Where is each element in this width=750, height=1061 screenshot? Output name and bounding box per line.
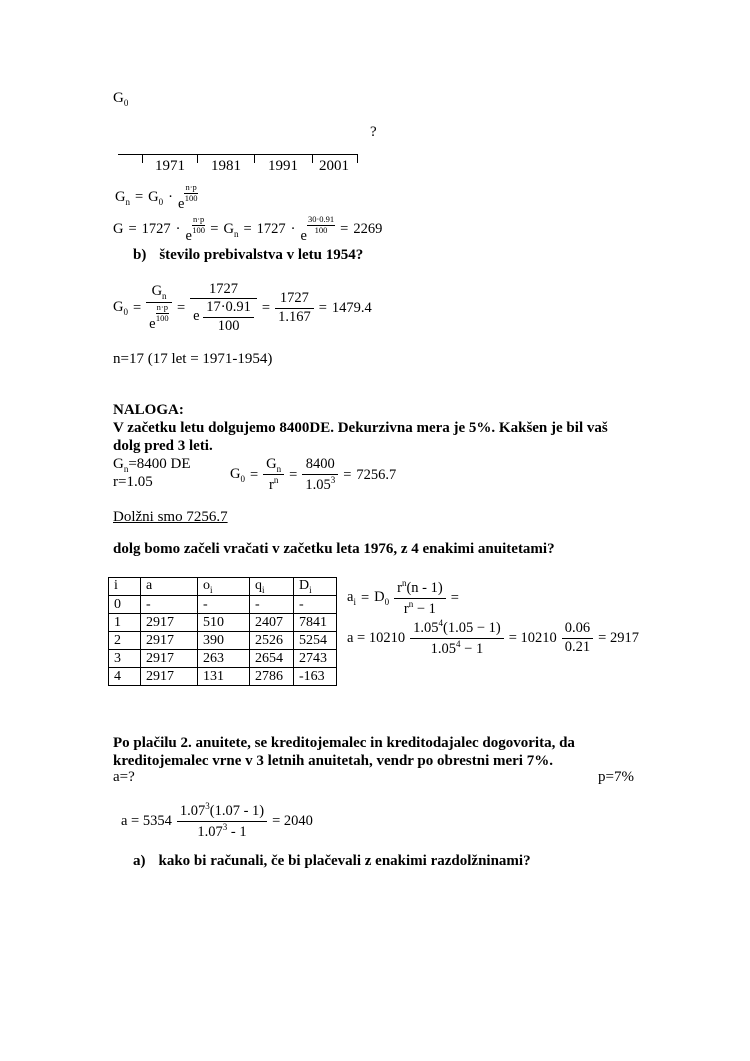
item-b-marker: b) bbox=[133, 247, 147, 263]
cell: 2917 bbox=[141, 632, 198, 650]
timeline-year: 1981 bbox=[211, 158, 241, 174]
fraction: $\frac{r^n(n - 1)}{r^n - 1}$ bbox=[394, 578, 446, 617]
formula-annuity-definition: $a_i$ = $D_0$ $\frac{r^n(n - 1)}{r^n - 1}$ = bbox=[347, 578, 459, 617]
cell: 2917 bbox=[141, 650, 198, 668]
cell: -163 bbox=[294, 668, 337, 686]
p-value: p=7% bbox=[598, 769, 634, 785]
cell: 0 bbox=[109, 596, 141, 614]
fraction: $\frac{0.06}{0.21}$ bbox=[562, 620, 593, 656]
timeline bbox=[118, 154, 358, 180]
cell: 2654 bbox=[250, 650, 294, 668]
cell: 3 bbox=[109, 650, 141, 668]
item-a-heading bbox=[133, 853, 531, 871]
cell: 4 bbox=[109, 668, 141, 686]
table-row bbox=[109, 650, 337, 668]
cell: 510 bbox=[198, 614, 250, 632]
table-header-row bbox=[109, 578, 337, 596]
cell: - bbox=[250, 596, 294, 614]
formula-annuity-7pct: a = 5354 $\frac{1.07^3(1.07 - 1)}{1.07^3 - 1}$ = 2040 bbox=[121, 801, 313, 840]
fraction: $\frac{1.05^4(1.05 - 1)}{1.05^4 - 1}$ bbox=[410, 618, 504, 657]
formula-annuity-calculation: a = 10210 $\frac{1.05^4(1.05 - 1)}{1.05^4 - 1}$ = 10210 $\frac{0.06}{0.21}$ = 2917 bbox=[347, 618, 639, 657]
fraction: $\frac{1.07^3(1.07 - 1)}{1.07^3 - 1}$ bbox=[177, 801, 267, 840]
po-placilu-line-2: kreditojemalec vrne v 3 letnih anuitetah, vendr po obrestni meri 7%. bbox=[113, 752, 553, 769]
cell: 7841 bbox=[294, 614, 337, 632]
question-paragraph: dolg bomo začeli vračati v začetku leta 1976, z 4 enakimi anuitetami? bbox=[113, 541, 555, 557]
formula-population-1954: $G_0$ = $G_n$ e $\frac{n\cdot p}{100}$ = 1727 e $\frac{17\cdot 0.91}{100}$ = $\frac{1727}{1.167}$ = 1479.4 bbox=[113, 280, 372, 334]
gn-value-line: $G_n=8400$ DE bbox=[113, 456, 191, 474]
r-value-line: r=1.05 bbox=[113, 474, 153, 490]
timeline-year: 1971 bbox=[155, 158, 185, 174]
cell: 2526 bbox=[250, 632, 294, 650]
cell: 1 bbox=[109, 614, 141, 632]
naloga-heading: NALOGA: bbox=[113, 402, 184, 418]
cell: - bbox=[198, 596, 250, 614]
note-n17: n=17 (17 let = 1971-1954) bbox=[113, 351, 273, 367]
col-header-oi: $o_i$ bbox=[198, 578, 250, 596]
naloga-line-2: dolg pred 3 leti. bbox=[113, 437, 213, 454]
fraction: $G_n$ e $\frac{n\cdot p}{100}$ bbox=[146, 283, 172, 333]
cell: - bbox=[141, 596, 198, 614]
formula-population-2269: G = 1727 · e $\frac{n\cdot p}{100}$ = $G_n$ = 1727 · e $\frac{30\cdot 0.91}{100}$ = 2269 bbox=[113, 214, 383, 244]
po-placilu-paragraph bbox=[113, 735, 575, 770]
fraction: $\frac{1727}{1.167}$ bbox=[275, 290, 314, 326]
amortization-table bbox=[108, 577, 337, 686]
col-header-qi: $q_i$ bbox=[250, 578, 294, 596]
table-row bbox=[109, 632, 337, 650]
table-row bbox=[109, 596, 337, 614]
cell: 2 bbox=[109, 632, 141, 650]
formula-growth: $G_n$ = $G_0$ · e $\frac{n\cdot p}{100}$ bbox=[115, 182, 198, 212]
item-b-text: število prebivalstva v letu 1954? bbox=[159, 247, 364, 263]
table-row bbox=[109, 614, 337, 632]
cell: 2407 bbox=[250, 614, 294, 632]
timeline-year: 1991 bbox=[268, 158, 298, 174]
cell: 131 bbox=[198, 668, 250, 686]
item-a-marker: a) bbox=[133, 853, 146, 869]
naloga-line-1: V začetku letu dolgujemo 8400DE. Dekurzivna mera je 5%. Kakšen je bil vaš bbox=[113, 420, 608, 436]
cell: 263 bbox=[198, 650, 250, 668]
timeline-year: 2001 bbox=[319, 158, 349, 174]
item-a-text: kako bi računali, če bi plačevali z enakimi razdolžninami? bbox=[158, 853, 531, 869]
fraction: $\frac{G_n}{r^n}$ bbox=[263, 456, 284, 495]
fraction: 1727 e $\frac{17\cdot 0.91}{100}$ bbox=[190, 281, 257, 335]
col-header-i: i bbox=[109, 578, 141, 596]
cell: 390 bbox=[198, 632, 250, 650]
cell: - bbox=[294, 596, 337, 614]
a-question: a=? bbox=[113, 769, 135, 785]
cell: 2743 bbox=[294, 650, 337, 668]
cell: 5254 bbox=[294, 632, 337, 650]
fraction: $\frac{8400}{1.05^3}$ bbox=[302, 456, 338, 494]
table-row bbox=[109, 668, 337, 686]
g0-label: $G_0$ bbox=[113, 90, 129, 108]
cell: 2917 bbox=[141, 668, 198, 686]
col-header-a: a bbox=[141, 578, 198, 596]
naloga-paragraph bbox=[113, 420, 608, 455]
cell: 2917 bbox=[141, 614, 198, 632]
col-header-di: $D_i$ bbox=[294, 578, 337, 596]
item-b-heading bbox=[133, 247, 363, 265]
cell: 2786 bbox=[250, 668, 294, 686]
po-placilu-line-1: Po plačilu 2. anuitete, se kreditojemalec in kreditodajalec dogovorita, da bbox=[113, 735, 575, 751]
formula-debt-discount: $G_0$ = $\frac{G_n}{r^n}$ = $\frac{8400}{1.05^3}$ = 7256.7 bbox=[230, 455, 397, 494]
question-mark: ? bbox=[370, 124, 377, 140]
underlined-result: Dolžni smo 7256.7 bbox=[113, 509, 228, 525]
